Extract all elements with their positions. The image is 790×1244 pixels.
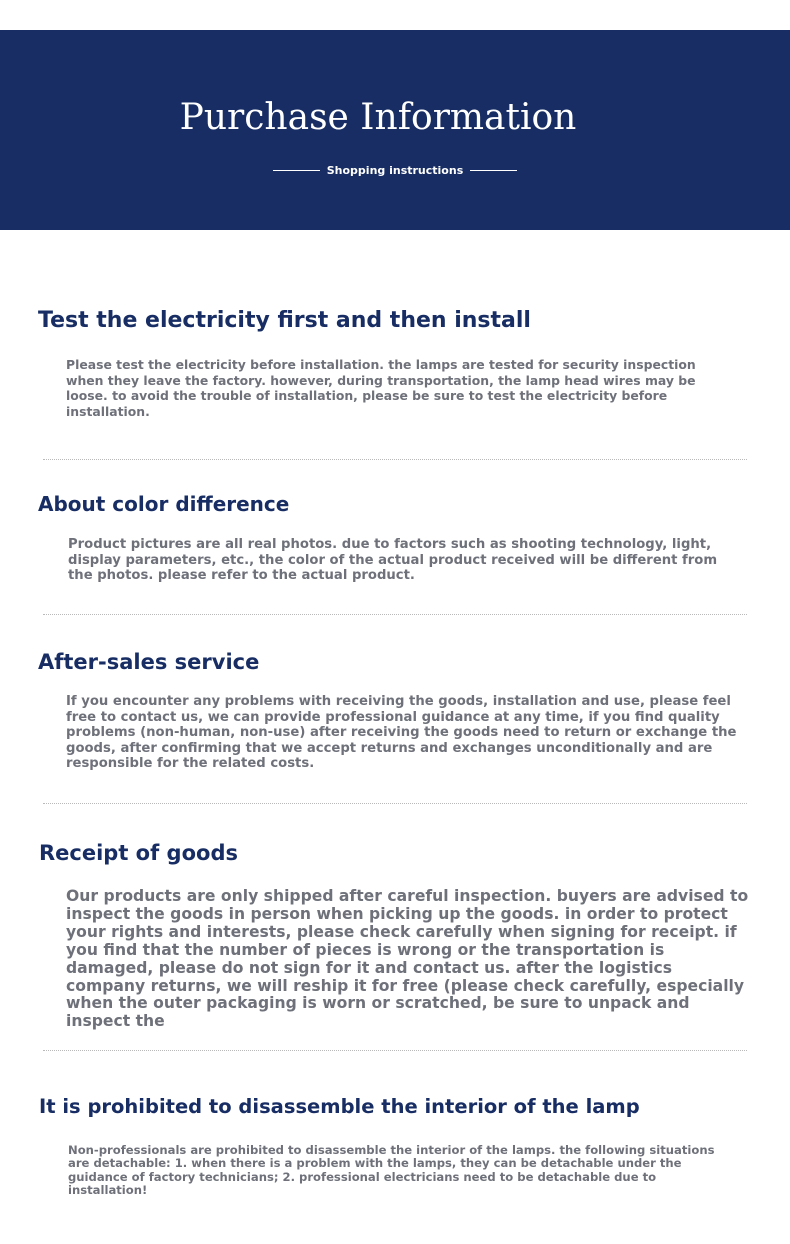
section-heading: After-sales service xyxy=(38,650,260,674)
section-body: Product pictures are all real photos. due to factors such as shooting technology, light, display parameters, etc., the color of the actual product received will be different from the photos. please refer to the actual product. xyxy=(68,537,718,583)
section-divider xyxy=(43,459,747,460)
section-body: Non-professionals are prohibited to disassemble the interior of the lamps. the following situations are detachable: 1. when there is a problem with the lamps, they can be detachable under the guidance of factory technicians; 2. professional electricians need to be detachable due to installation! xyxy=(68,1143,715,1197)
section-heading: It is prohibited to disassemble the interior of the lamp xyxy=(39,1095,640,1118)
page-subtitle: Shopping instructions xyxy=(326,164,464,177)
header-banner xyxy=(0,30,790,230)
section-heading: About color difference xyxy=(38,492,290,516)
section-heading: Test the electricity first and then install xyxy=(38,308,531,333)
section-body: If you encounter any problems with receiving the goods, installation and use, please feel free to contact us, we can provide professional guidance at any time, if you find quality problems (non-human, non-use) after receiving the goods need to return or exchange the goods, after confirming that we accept returns and exchanges unconditionally and are responsible for the related costs. xyxy=(66,694,737,772)
section-divider xyxy=(43,614,747,615)
section-body: Please test the electricity before installation. the lamps are tested for security inspection when they leave the factory. however, during transportation, the lamp head wires may be loose. to avoid the trouble of installation, please be sure to test the electricity before installation. xyxy=(66,357,696,419)
section-divider xyxy=(43,803,747,804)
subtitle-row xyxy=(0,161,790,181)
subtitle-line-left xyxy=(273,170,320,171)
section-body: Our products are only shipped after careful inspection. buyers are advised to inspect the goods in person when picking up the goods. in order to protect your rights and interests, please check carefully when signing for receipt. if you find that the number of pieces is wrong or the transportation is damaged, please do not sign for it and contact us. after the logistics company returns, we will reship it for free (please check carefully, especially when the outer packaging is worn or scratched, be sure to unpack and inspect the xyxy=(66,887,749,1031)
section-divider xyxy=(43,1050,747,1051)
subtitle-line-right xyxy=(470,170,517,171)
page-title: Purchase Information xyxy=(179,97,577,138)
section-heading: Receipt of goods xyxy=(39,841,238,865)
